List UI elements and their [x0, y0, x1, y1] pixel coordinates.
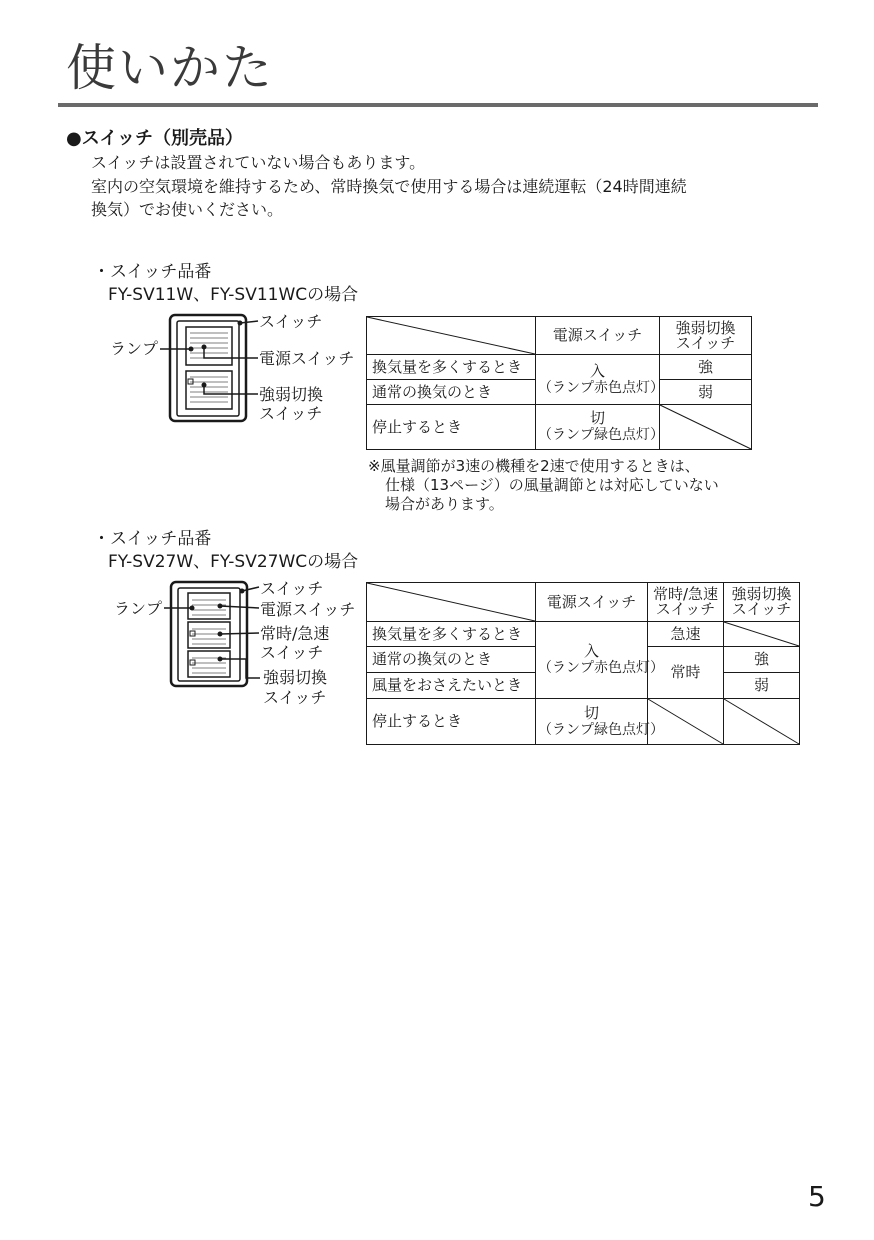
switch1-switch-label: スイッチ — [259, 312, 323, 331]
switch2-cell-empty-3 — [724, 699, 800, 745]
page-number: 5 — [808, 1180, 826, 1213]
switch1-label: ・スイッチ品番 — [93, 262, 212, 282]
switch1-on-2: （ランプ赤色点灯） — [538, 379, 664, 396]
intro-line-3: 換気）でお使いください。 — [91, 200, 284, 219]
switch2-col-strength — [724, 583, 800, 622]
switch2-off-1: 切 — [583, 703, 599, 722]
title-rule — [58, 103, 818, 107]
switch2-row-more: 換気量を多くするとき — [367, 622, 536, 647]
switch1-table-corner — [367, 317, 536, 355]
switch2-col-mode — [648, 583, 724, 622]
switch2-col-strength-1: 強弱切換 — [731, 585, 792, 603]
switch2-model: FY-SV27W、FY-SV27WCの場合 — [108, 552, 359, 572]
switch2-cell-weak: 弱 — [724, 673, 800, 699]
switch1-strength-switch-label-1: 強弱切換 — [259, 385, 324, 404]
switch1-col-power: 電源スイッチ — [536, 317, 660, 355]
switch2-lamp-label: ランプ — [114, 599, 163, 618]
switch1-note-1: ※風量調節が3速の機種を2速で使用するときは、 — [368, 457, 700, 475]
switch1-on-1: 入 — [589, 361, 605, 380]
switch1-row-more: 換気量を多くするとき — [367, 355, 536, 380]
switch2-mode-switch-label-1: 常時/急速 — [260, 624, 330, 643]
switch2-off-2: （ランプ緑色点灯） — [538, 721, 664, 738]
switch1-row-normal: 通常の換気のとき — [367, 380, 536, 405]
switch2-switch-label: スイッチ — [260, 579, 324, 598]
switch1-power-switch-label: 電源スイッチ — [259, 349, 355, 368]
switch2-table — [366, 582, 800, 745]
switch1-col-strength — [660, 317, 752, 355]
page-title: 使いかた — [66, 39, 274, 97]
switch2-cell-on — [536, 622, 664, 699]
switch2-table-corner — [367, 583, 536, 622]
switch2-on-2: （ランプ赤色点灯） — [538, 660, 664, 676]
switch2-cell-empty-1 — [724, 622, 800, 647]
switch2-col-mode-1: 常時/急速 — [652, 585, 719, 603]
switch1-cell-strong: 強 — [660, 355, 752, 380]
switch1-note-2: 仕様（13ページ）の風量調節とは対応していない — [385, 476, 719, 494]
switch1-cell-off — [536, 405, 664, 450]
switch2-power-switch-label: 電源スイッチ — [260, 600, 356, 619]
intro-line-2: 室内の空気環境を維持するため、常時換気で使用する場合は連続運転（24時間連続 — [91, 177, 687, 196]
switch2-cell-rapid: 急速 — [648, 622, 724, 647]
switch2-row-stop: 停止するとき — [367, 699, 536, 745]
switch2-col-strength-2: スイッチ — [731, 600, 792, 618]
switch1-cell-on — [536, 355, 664, 405]
switch1-col-strength-1: 強弱切換 — [675, 318, 736, 337]
switch1-off-2: （ランプ緑色点灯） — [538, 427, 664, 443]
switch1-model: FY-SV11W、FY-SV11WCの場合 — [108, 285, 359, 305]
switch2-on-1: 入 — [583, 642, 599, 660]
switch2-label: ・スイッチ品番 — [93, 529, 212, 549]
switch2-cell-constant: 常時 — [648, 647, 724, 699]
switch1-note-3: 場合があります。 — [385, 495, 504, 513]
switch1-row-stop: 停止するとき — [367, 405, 536, 450]
switch1-col-strength-2: スイッチ — [675, 333, 736, 352]
switch2-cell-strong: 強 — [724, 647, 800, 673]
switch2-col-power: 電源スイッチ — [536, 583, 648, 622]
switch2-row-reduce: 風量をおさえたいとき — [367, 673, 536, 699]
switch1-cell-weak: 弱 — [660, 380, 752, 405]
switch2-mode-switch-label-2: スイッチ — [260, 643, 324, 662]
switch2-row-normal: 通常の換気のとき — [367, 647, 536, 673]
switch2-strength-switch-label-2: スイッチ — [263, 688, 327, 707]
switch1-cell-empty — [660, 405, 752, 450]
switch1-strength-switch-label-2: スイッチ — [259, 404, 323, 423]
switch1-lamp-label: ランプ — [110, 339, 159, 358]
section-heading: ●スイッチ（別売品） — [66, 128, 243, 149]
switch2-cell-empty-2 — [648, 699, 724, 745]
intro-line-1: スイッチは設置されていない場合もあります。 — [91, 153, 426, 172]
switch2-cell-off — [536, 699, 664, 745]
switch1-off-1: 切 — [589, 409, 605, 427]
switch1-table — [366, 316, 752, 450]
switch2-col-mode-2: スイッチ — [655, 600, 716, 618]
switch2-strength-switch-label-1: 強弱切換 — [263, 668, 328, 687]
